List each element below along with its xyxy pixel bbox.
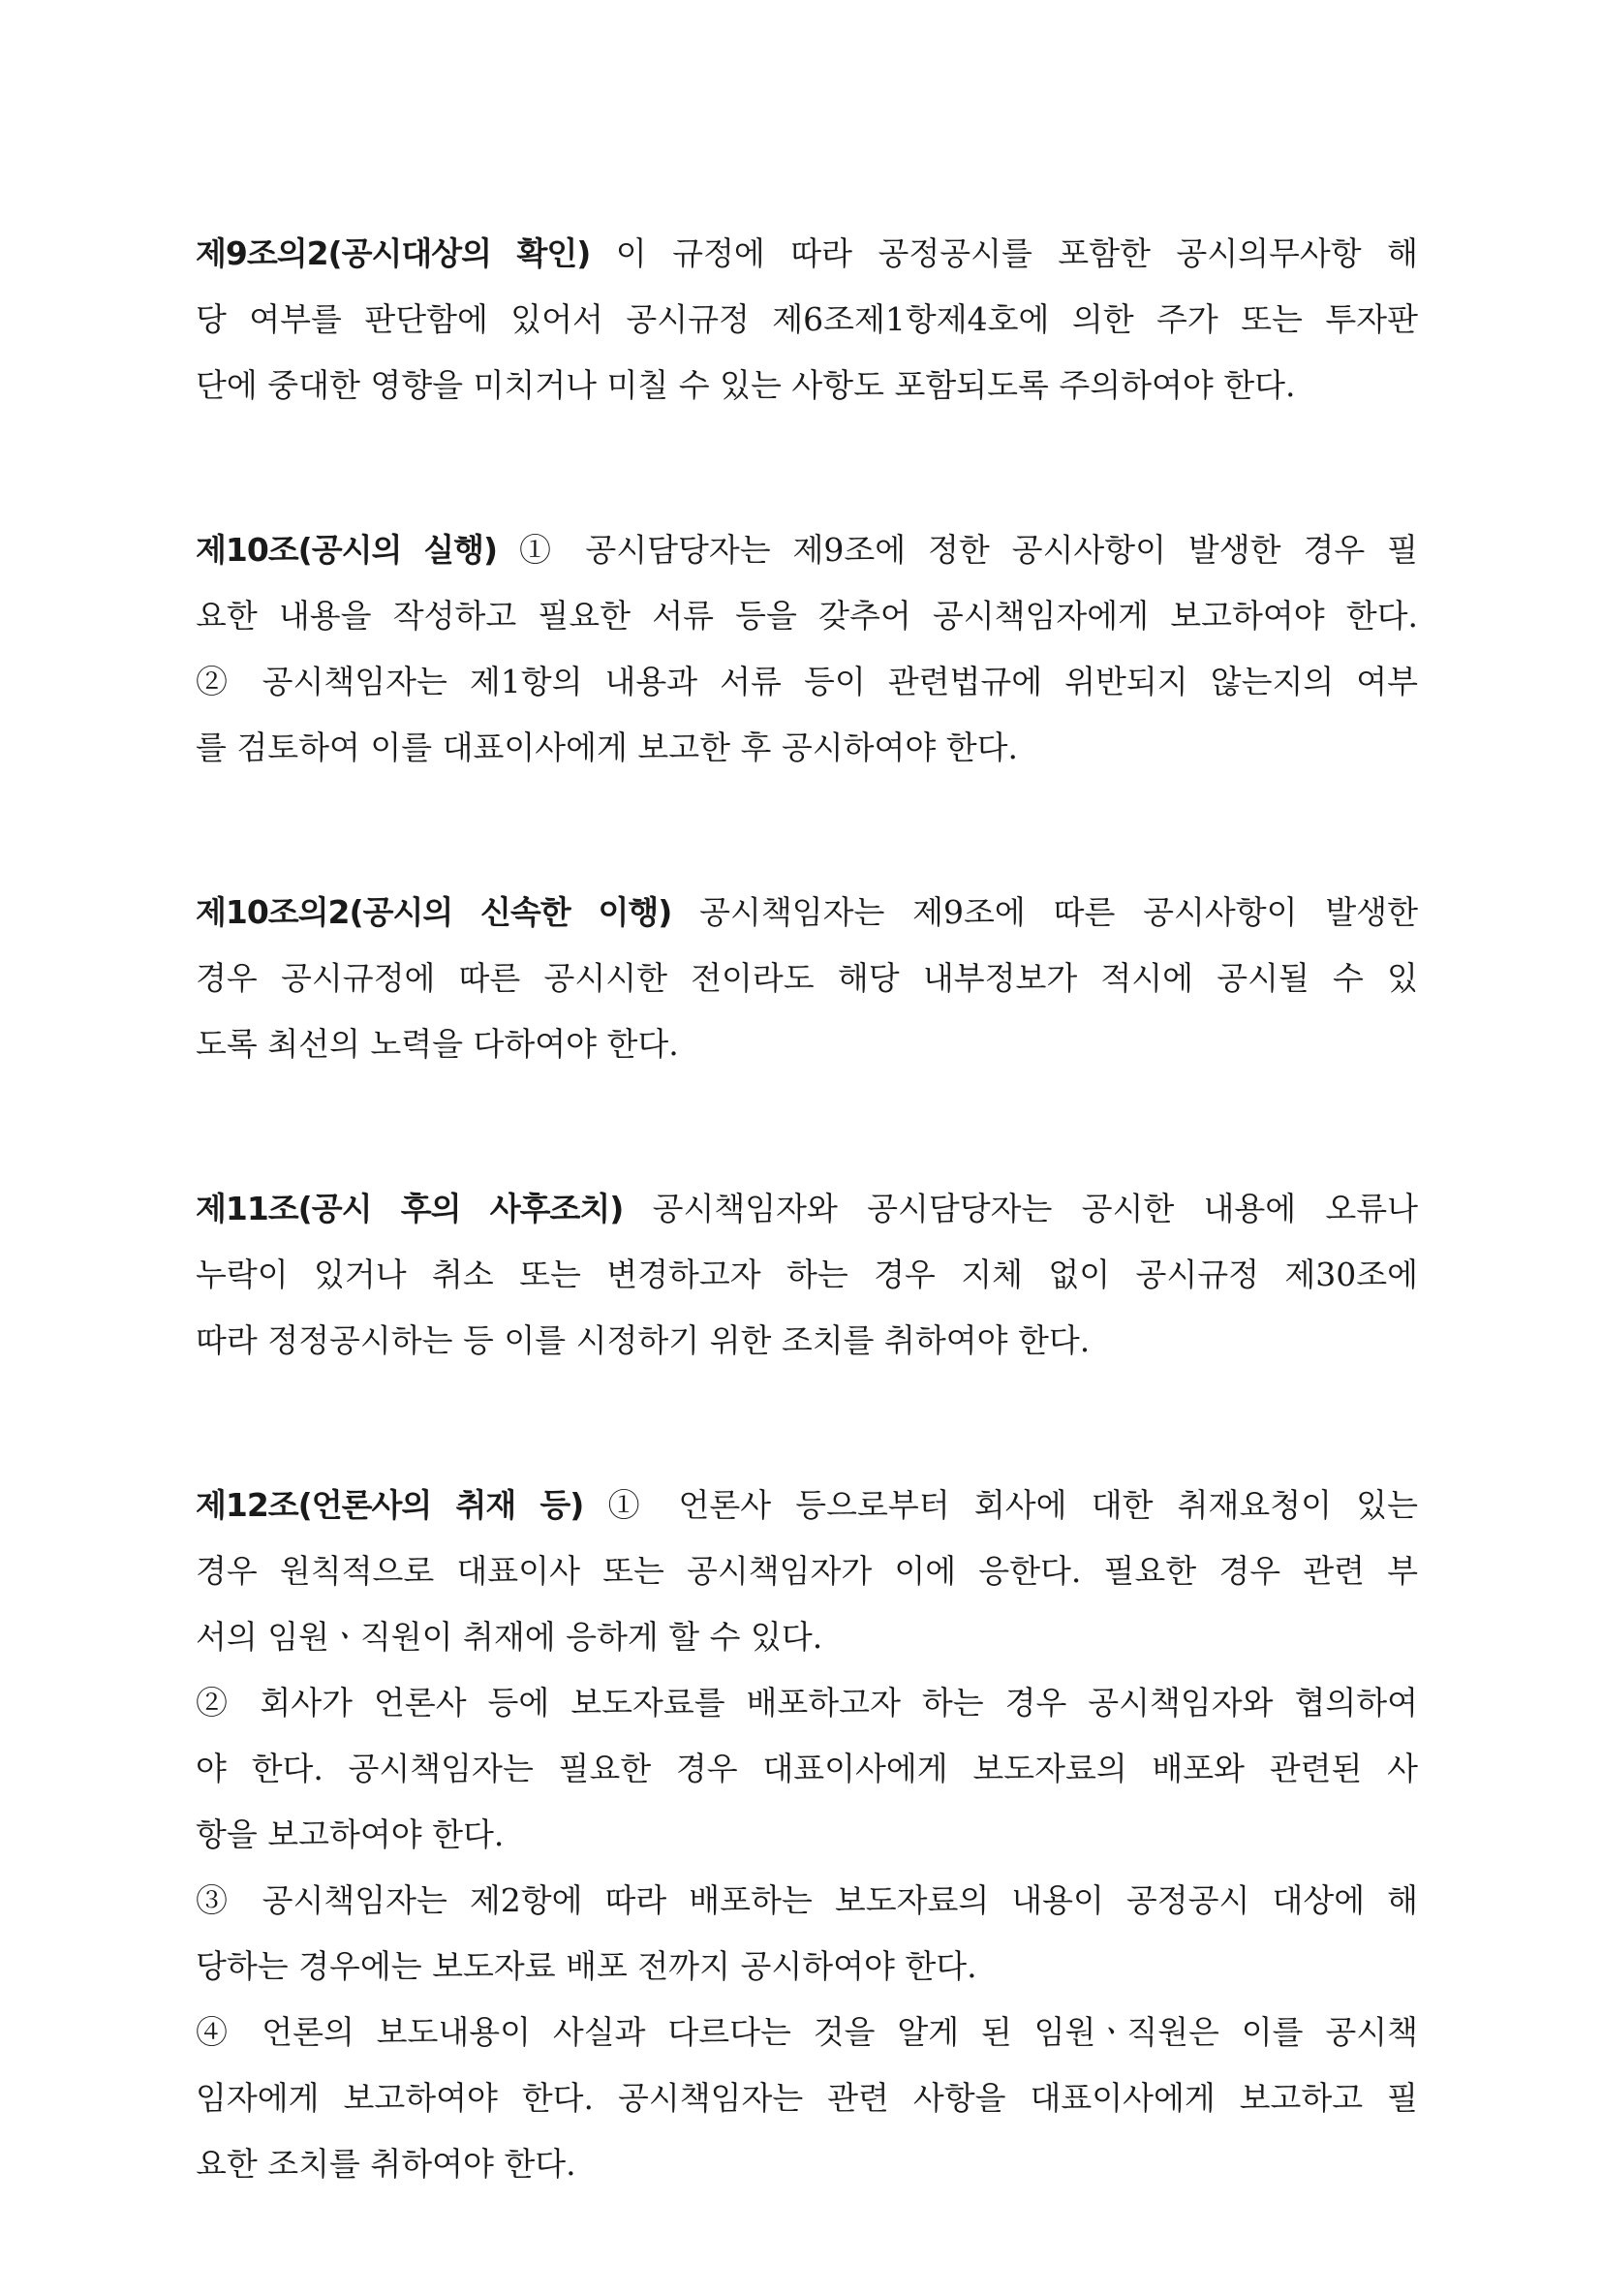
article-text: 이 규정에 따라 공정공시를 포함한 공시의무사항 해 — [590, 234, 1418, 272]
article-line: ③ 공시책임자는 제2항에 따라 배포하는 보도자료의 내용이 공정공시 대상에 해 — [196, 1881, 1418, 1919]
article-line: 야 한다. 공시책임자는 필요한 경우 대표이사에게 보도자료의 배포와 관련된 사 — [196, 1750, 1418, 1787]
article-line: 도록 최선의 노력을 다하여야 한다. — [196, 1025, 679, 1063]
article-line: 항을 보고하여야 한다. — [196, 1815, 505, 1853]
article-line: 경우 원칙적으로 대표이사 또는 공시책임자가 이에 응한다. 필요한 경우 관련 부 — [196, 1552, 1418, 1590]
article-line: ② 공시책임자는 제1항의 내용과 서류 등이 관련법규에 위반되지 않는지의 여부 — [196, 663, 1418, 700]
article-line: ④ 언론의 보도내용이 사실과 다르다는 것을 알게 된 임원ㆍ직원은 이를 공시책 — [196, 2013, 1418, 2051]
article-10 — [196, 517, 1418, 781]
article-line: 당하는 경우에는 보도자료 배포 전까지 공시하여야 한다. — [196, 1947, 977, 1985]
article-10-2 — [196, 880, 1418, 1077]
article-text: 공시책임자와 공시담당자는 공시한 내용에 오류나 — [623, 1190, 1418, 1227]
article-line: 단에 중대한 영향을 미치거나 미칠 수 있는 사항도 포함되도록 주의하여야 한다. — [196, 366, 1296, 404]
article-line — [196, 880, 1418, 946]
article-text: ① 언론사 등으로부터 회사에 대한 취재요청이 있는 — [583, 1486, 1418, 1524]
article-line: 당 여부를 판단함에 있어서 공시규정 제6조제1항제4호에 의한 주가 또는 투자판 — [196, 300, 1418, 338]
article-line — [196, 517, 1418, 583]
article-line: 임자에게 보고하여야 한다. 공시책임자는 관련 사항을 대표이사에게 보고하고 필 — [196, 2079, 1418, 2117]
article-12 — [196, 1473, 1418, 2197]
article-heading: 제10조의2(공시의 신속한 이행) — [196, 893, 672, 931]
article-heading: 제10조(공시의 실행) — [196, 531, 498, 569]
article-line: 요한 내용을 작성하고 필요한 서류 등을 갖추어 공시책임자에게 보고하여야 한다. — [196, 597, 1418, 635]
article-heading: 제9조의2(공시대상의 확인) — [196, 234, 591, 272]
article-line: 서의 임원ㆍ직원이 취재에 응하게 할 수 있다. — [196, 1618, 823, 1656]
article-text: ① 공시담당자는 제9조에 정한 공시사항이 발생한 경우 필 — [497, 531, 1418, 569]
article-text: 공시책임자는 제9조에 따른 공시사항이 발생한 — [671, 893, 1418, 931]
article-line: 따라 정정공시하는 등 이를 시정하기 위한 조치를 취하여야 한다. — [196, 1321, 1091, 1359]
article-line: 누락이 있거나 취소 또는 변경하고자 하는 경우 지체 없이 공시규정 제30조에 — [196, 1256, 1418, 1293]
article-line — [196, 1176, 1418, 1242]
article-11 — [196, 1176, 1418, 1374]
article-line: ② 회사가 언론사 등에 보도자료를 배포하고자 하는 경우 공시책임자와 협의하여 — [196, 1684, 1418, 1722]
article-line — [196, 221, 1418, 287]
article-line: 를 검토하여 이를 대표이사에게 보고한 후 공시하여야 한다. — [196, 729, 1018, 766]
document-body — [196, 221, 1418, 2296]
article-line: 경우 공시규정에 따른 공시시한 전이라도 해당 내부정보가 적시에 공시될 수 있 — [196, 959, 1418, 997]
article-9-2 — [196, 221, 1418, 419]
article-heading: 제11조(공시 후의 사후조치) — [196, 1190, 624, 1227]
article-line: 요한 조치를 취하여야 한다. — [196, 2145, 576, 2183]
article-line — [196, 1473, 1418, 1538]
article-heading: 제12조(언론사의 취재 등) — [196, 1486, 584, 1524]
